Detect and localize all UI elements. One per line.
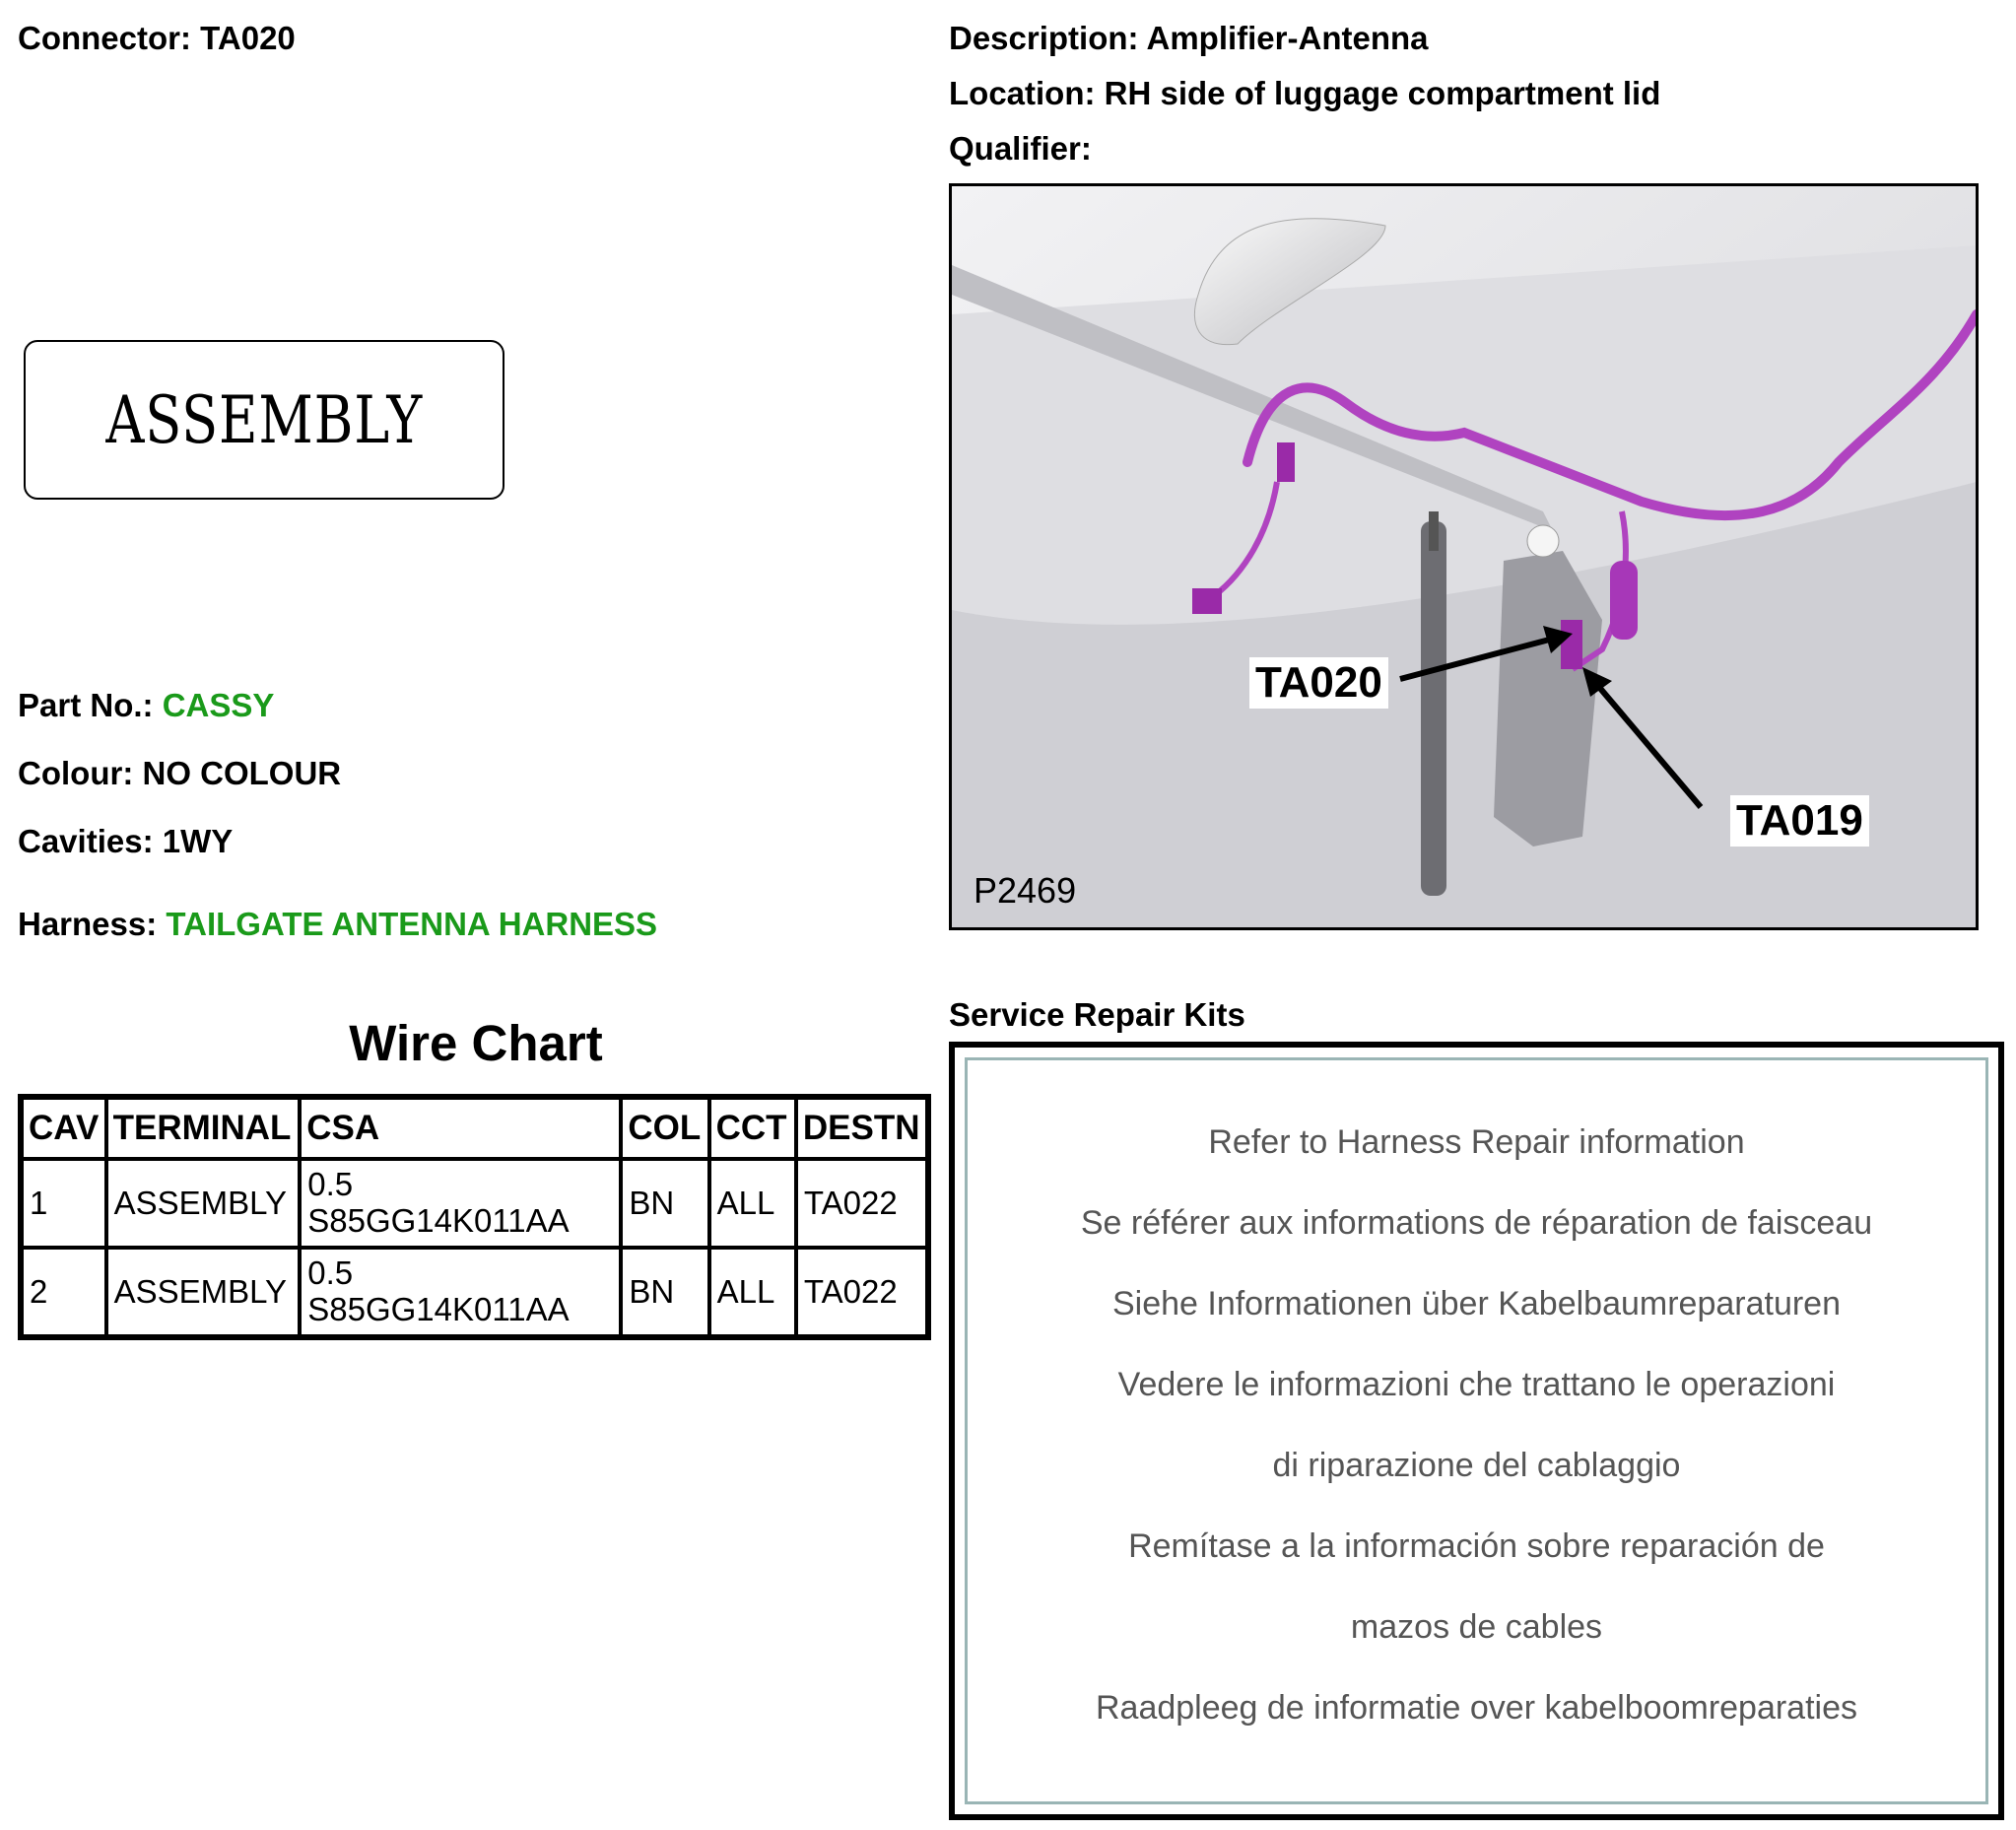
connector-label: Connector: (18, 20, 191, 56)
cavities-label: Cavities: (18, 823, 154, 859)
header-destn: DESTN (796, 1097, 928, 1159)
callout-ta020: TA020 (1249, 657, 1388, 709)
grommet (1527, 525, 1559, 557)
service-repair-kits-title: Service Repair Kits (949, 996, 1245, 1033)
amplifier-filter (1610, 561, 1638, 640)
qualifier-label: Qualifier: (949, 130, 1092, 167)
header-terminal: TERMINAL (106, 1097, 301, 1159)
colour-value: NO COLOUR (142, 755, 342, 791)
location-field (949, 77, 1660, 109)
wire-chart-table (18, 1094, 931, 1340)
cell-cav: 2 (21, 1248, 106, 1337)
part-no-field (18, 689, 274, 721)
csa-part: S85GG14K011AA (307, 1291, 570, 1327)
wire-chart-header-row (21, 1097, 928, 1159)
location-label: Location: (949, 75, 1096, 111)
cell-terminal: ASSEMBLY (106, 1248, 301, 1337)
csa-size: 0.5 (307, 1254, 354, 1292)
description-value: Amplifier-Antenna (1146, 20, 1429, 56)
colour-field (18, 757, 341, 789)
part-no-value[interactable]: CASSY (162, 687, 275, 723)
part-no-label: Part No.: (18, 687, 154, 723)
harness-clip (1277, 442, 1295, 482)
kit-line-it-2: di riparazione del cablaggio (1272, 1447, 1681, 1484)
connector-value: TA020 (200, 20, 296, 56)
harness-label: Harness: (18, 906, 158, 942)
harness-connector-left (1192, 588, 1222, 614)
kit-line-fr: Se référer aux informations de réparation de faisceau (1080, 1204, 1873, 1242)
cell-terminal: ASSEMBLY (106, 1159, 301, 1248)
gas-strut-rod (1429, 511, 1439, 551)
kit-line-nl: Raadpleeg de informatie over kabelboomreparaties (1095, 1689, 1858, 1727)
connector-field (18, 22, 296, 54)
cell-destn: TA022 (796, 1248, 928, 1337)
cell-csa (300, 1248, 621, 1337)
cell-col: BN (621, 1248, 708, 1337)
header-col: COL (621, 1097, 708, 1159)
header-cav: CAV (21, 1097, 106, 1159)
cell-cct: ALL (709, 1248, 796, 1337)
header-csa: CSA (300, 1097, 621, 1159)
ta020-connector (1561, 620, 1582, 669)
colour-label: Colour: (18, 755, 134, 791)
location-value: RH side of luggage compartment lid (1104, 75, 1661, 111)
kit-line-es-2: mazos de cables (1350, 1608, 1603, 1646)
kit-line-es-1: Remítase a la información sobre reparación de (1128, 1527, 1825, 1565)
assembly-badge-text: ASSEMBLY (105, 381, 423, 458)
csa-part: S85GG14K011AA (307, 1202, 570, 1239)
gas-strut (1421, 521, 1446, 896)
table-row (21, 1159, 928, 1248)
callout-ta019: TA019 (1730, 795, 1869, 847)
service-repair-kits-box (949, 1042, 2004, 1820)
harness-field (18, 908, 657, 940)
cell-cav: 1 (21, 1159, 106, 1248)
csa-size: 0.5 (307, 1166, 354, 1203)
kit-line-it-1: Vedere le informazioni che trattano le operazioni (1117, 1366, 1836, 1403)
kit-line-en: Refer to Harness Repair information (1208, 1123, 1745, 1161)
description-label: Description: (949, 20, 1139, 56)
cavities-value: 1WY (162, 823, 234, 859)
table-row (21, 1248, 928, 1337)
kit-line-de: Siehe Informationen über Kabelbaumreparaturen (1111, 1285, 1842, 1322)
cell-cct: ALL (709, 1159, 796, 1248)
location-illustration (949, 183, 1979, 930)
cell-col: BN (621, 1159, 708, 1248)
assembly-badge (24, 340, 504, 500)
wire-chart-title: Wire Chart (349, 1015, 603, 1071)
service-repair-kits-inner (965, 1057, 1988, 1804)
qualifier-field (949, 132, 1092, 165)
harness-value[interactable]: TAILGATE ANTENNA HARNESS (166, 906, 658, 942)
cell-destn: TA022 (796, 1159, 928, 1248)
description-field (949, 22, 1429, 54)
cell-csa (300, 1159, 621, 1248)
illustration-reference: P2469 (974, 870, 1077, 911)
cavities-field (18, 825, 233, 857)
header-cct: CCT (709, 1097, 796, 1159)
